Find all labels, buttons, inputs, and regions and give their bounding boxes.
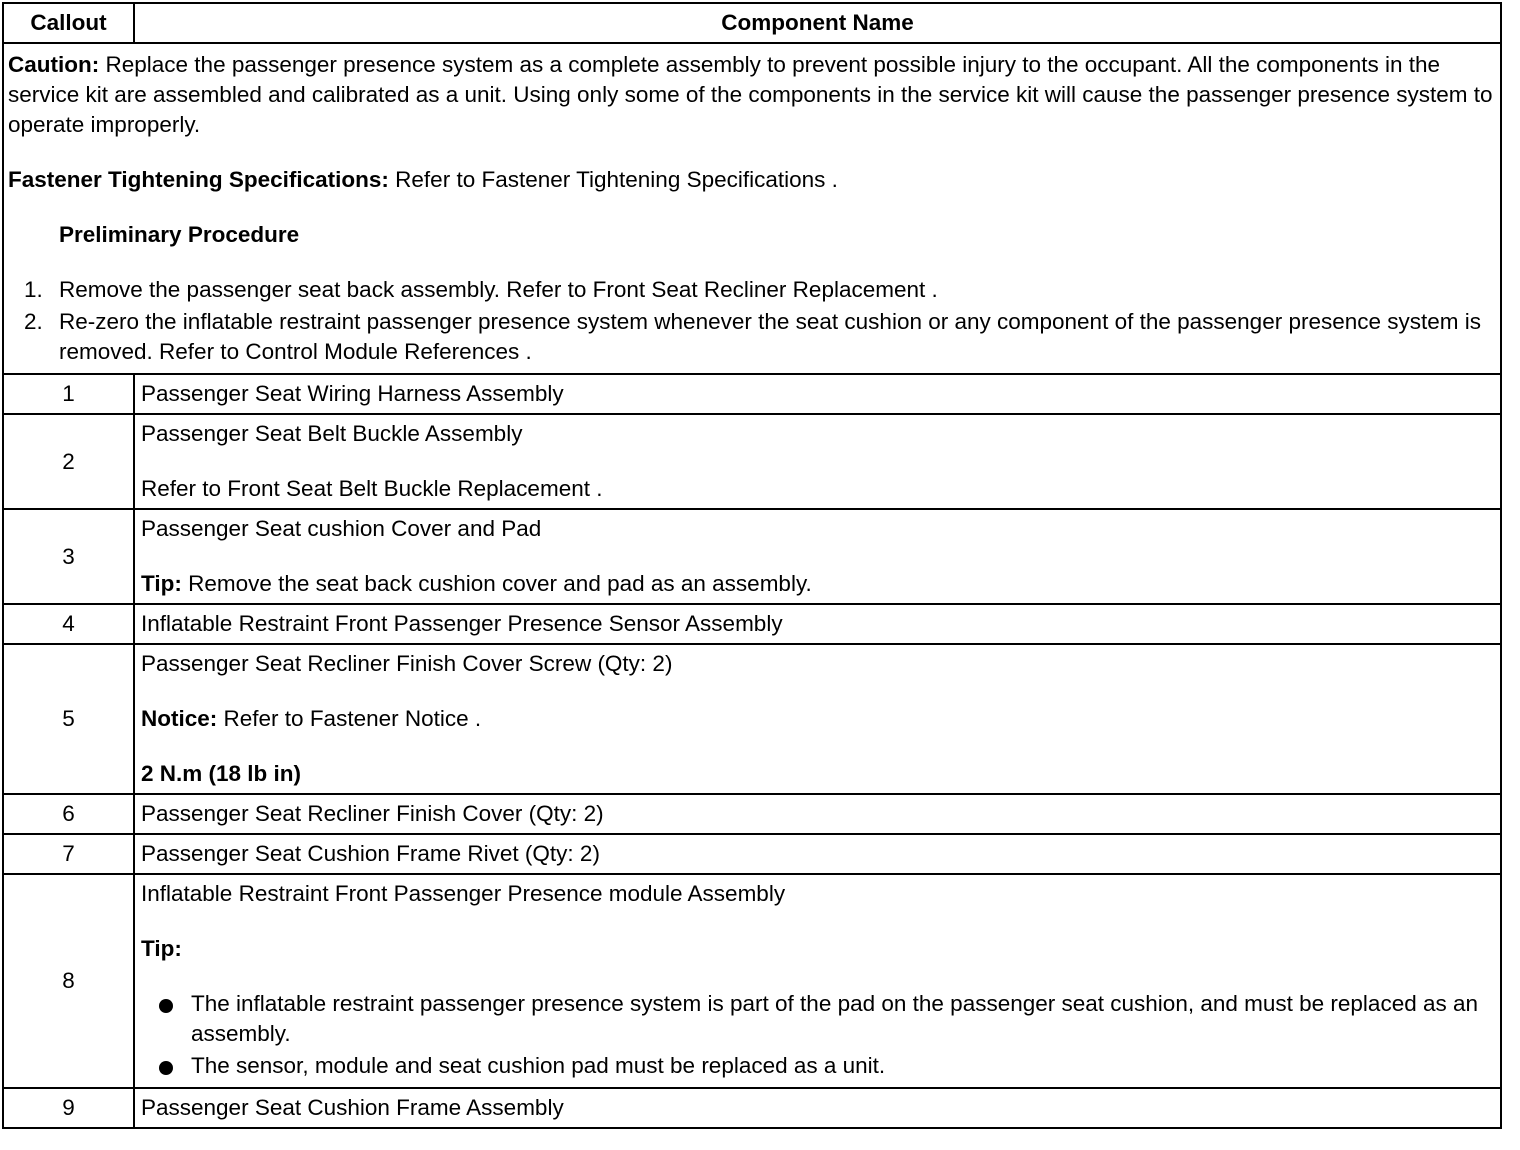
notice-label: Notice:	[141, 706, 218, 731]
callout-cell: 6	[3, 794, 134, 834]
component-name-cell	[134, 644, 1501, 794]
tip-paragraph	[141, 569, 1494, 599]
component-name-cell: Passenger Seat Wiring Harness Assembly	[134, 374, 1501, 414]
intro-cell	[3, 43, 1501, 374]
component-name: Passenger Seat Belt Buckle Assembly	[141, 421, 523, 446]
component-name-cell: Inflatable Restraint Front Passenger Presence Sensor Assembly	[134, 604, 1501, 644]
fastener-spec-label: Fastener Tightening Specifications:	[8, 167, 389, 192]
table-row	[3, 874, 1501, 1088]
caution-label: Caution:	[8, 52, 100, 77]
callout-cell: 9	[3, 1088, 134, 1128]
notice-paragraph	[141, 704, 1494, 734]
torque-spec: 2 N.m (18 lb in)	[141, 761, 302, 786]
table-row	[3, 509, 1501, 604]
callout-column-header: Callout	[3, 3, 134, 43]
component-name-cell: Passenger Seat Cushion Frame Assembly	[134, 1088, 1501, 1128]
component-note: Refer to Front Seat Belt Buckle Replacement .	[141, 476, 603, 501]
bullet-icon	[159, 1061, 173, 1075]
table-header-row	[3, 3, 1501, 43]
list-item	[8, 307, 1496, 367]
notice-text: Refer to Fastener Notice .	[223, 706, 482, 731]
component-name-cell: Passenger Seat Cushion Frame Rivet (Qty: 2)	[134, 834, 1501, 874]
components-table	[2, 2, 1502, 1129]
table-row	[3, 794, 1501, 834]
tip-label: Tip:	[141, 936, 182, 961]
callout-cell: 1	[3, 374, 134, 414]
preliminary-steps-list	[8, 275, 1496, 367]
table-row	[3, 644, 1501, 794]
list-item	[8, 275, 1496, 305]
step-number: 2.	[24, 309, 43, 334]
step-number: 1.	[24, 277, 43, 302]
fastener-spec-paragraph	[8, 165, 1496, 195]
step-text: Remove the passenger seat back assembly. Refer to Front Seat Recliner Replacement .	[59, 277, 938, 302]
intro-row	[3, 43, 1501, 374]
table-row	[3, 1088, 1501, 1128]
bullet-text: The inflatable restraint passenger presence system is part of the pad on the passenger seat cushion, and must be replaced as an assembly.	[191, 991, 1479, 1046]
callout-cell: 3	[3, 509, 134, 604]
tip-bullet-list	[141, 989, 1494, 1081]
component-name-cell	[134, 509, 1501, 604]
component-name-cell	[134, 874, 1501, 1088]
component-name: Passenger Seat cushion Cover and Pad	[141, 516, 542, 541]
preliminary-procedure-heading: Preliminary Procedure	[59, 222, 300, 247]
callout-cell: 2	[3, 414, 134, 509]
callout-cell: 5	[3, 644, 134, 794]
bullet-icon	[159, 999, 173, 1013]
callout-cell: 7	[3, 834, 134, 874]
tip-text: Remove the seat back cushion cover and pad as an assembly.	[188, 571, 812, 596]
table-row	[3, 834, 1501, 874]
callout-cell: 4	[3, 604, 134, 644]
component-name-cell	[134, 414, 1501, 509]
caution-paragraph	[8, 50, 1496, 140]
component-name-cell: Passenger Seat Recliner Finish Cover (Qty: 2)	[134, 794, 1501, 834]
step-text: Re-zero the inflatable restraint passenger presence system whenever the seat cushion or any component of the passenger presence system is removed. Refer to Control Module References .	[59, 309, 1482, 364]
component-name: Passenger Seat Recliner Finish Cover Screw (Qty: 2)	[141, 651, 673, 676]
component-name: Inflatable Restraint Front Passenger Presence module Assembly	[141, 881, 786, 906]
table-row	[3, 374, 1501, 414]
table-row	[3, 604, 1501, 644]
tip-label: Tip:	[141, 571, 182, 596]
caution-text: Replace the passenger presence system as a complete assembly to prevent possible injury to the occupant. All the components in the service kit are assembled and calibrated as a unit. Using only some of the components in the service kit will cause the passenger presence system to operate improperly.	[8, 52, 1493, 137]
fastener-spec-text: Refer to Fastener Tightening Specifications .	[395, 167, 838, 192]
callout-cell: 8	[3, 874, 134, 1088]
bullet-text: The sensor, module and seat cushion pad must be replaced as a unit.	[191, 1053, 886, 1078]
document-page	[2, 2, 1502, 1148]
list-item	[141, 1051, 1494, 1081]
component-name-column-header: Component Name	[134, 3, 1501, 43]
table-row	[3, 414, 1501, 509]
list-item	[141, 989, 1494, 1049]
